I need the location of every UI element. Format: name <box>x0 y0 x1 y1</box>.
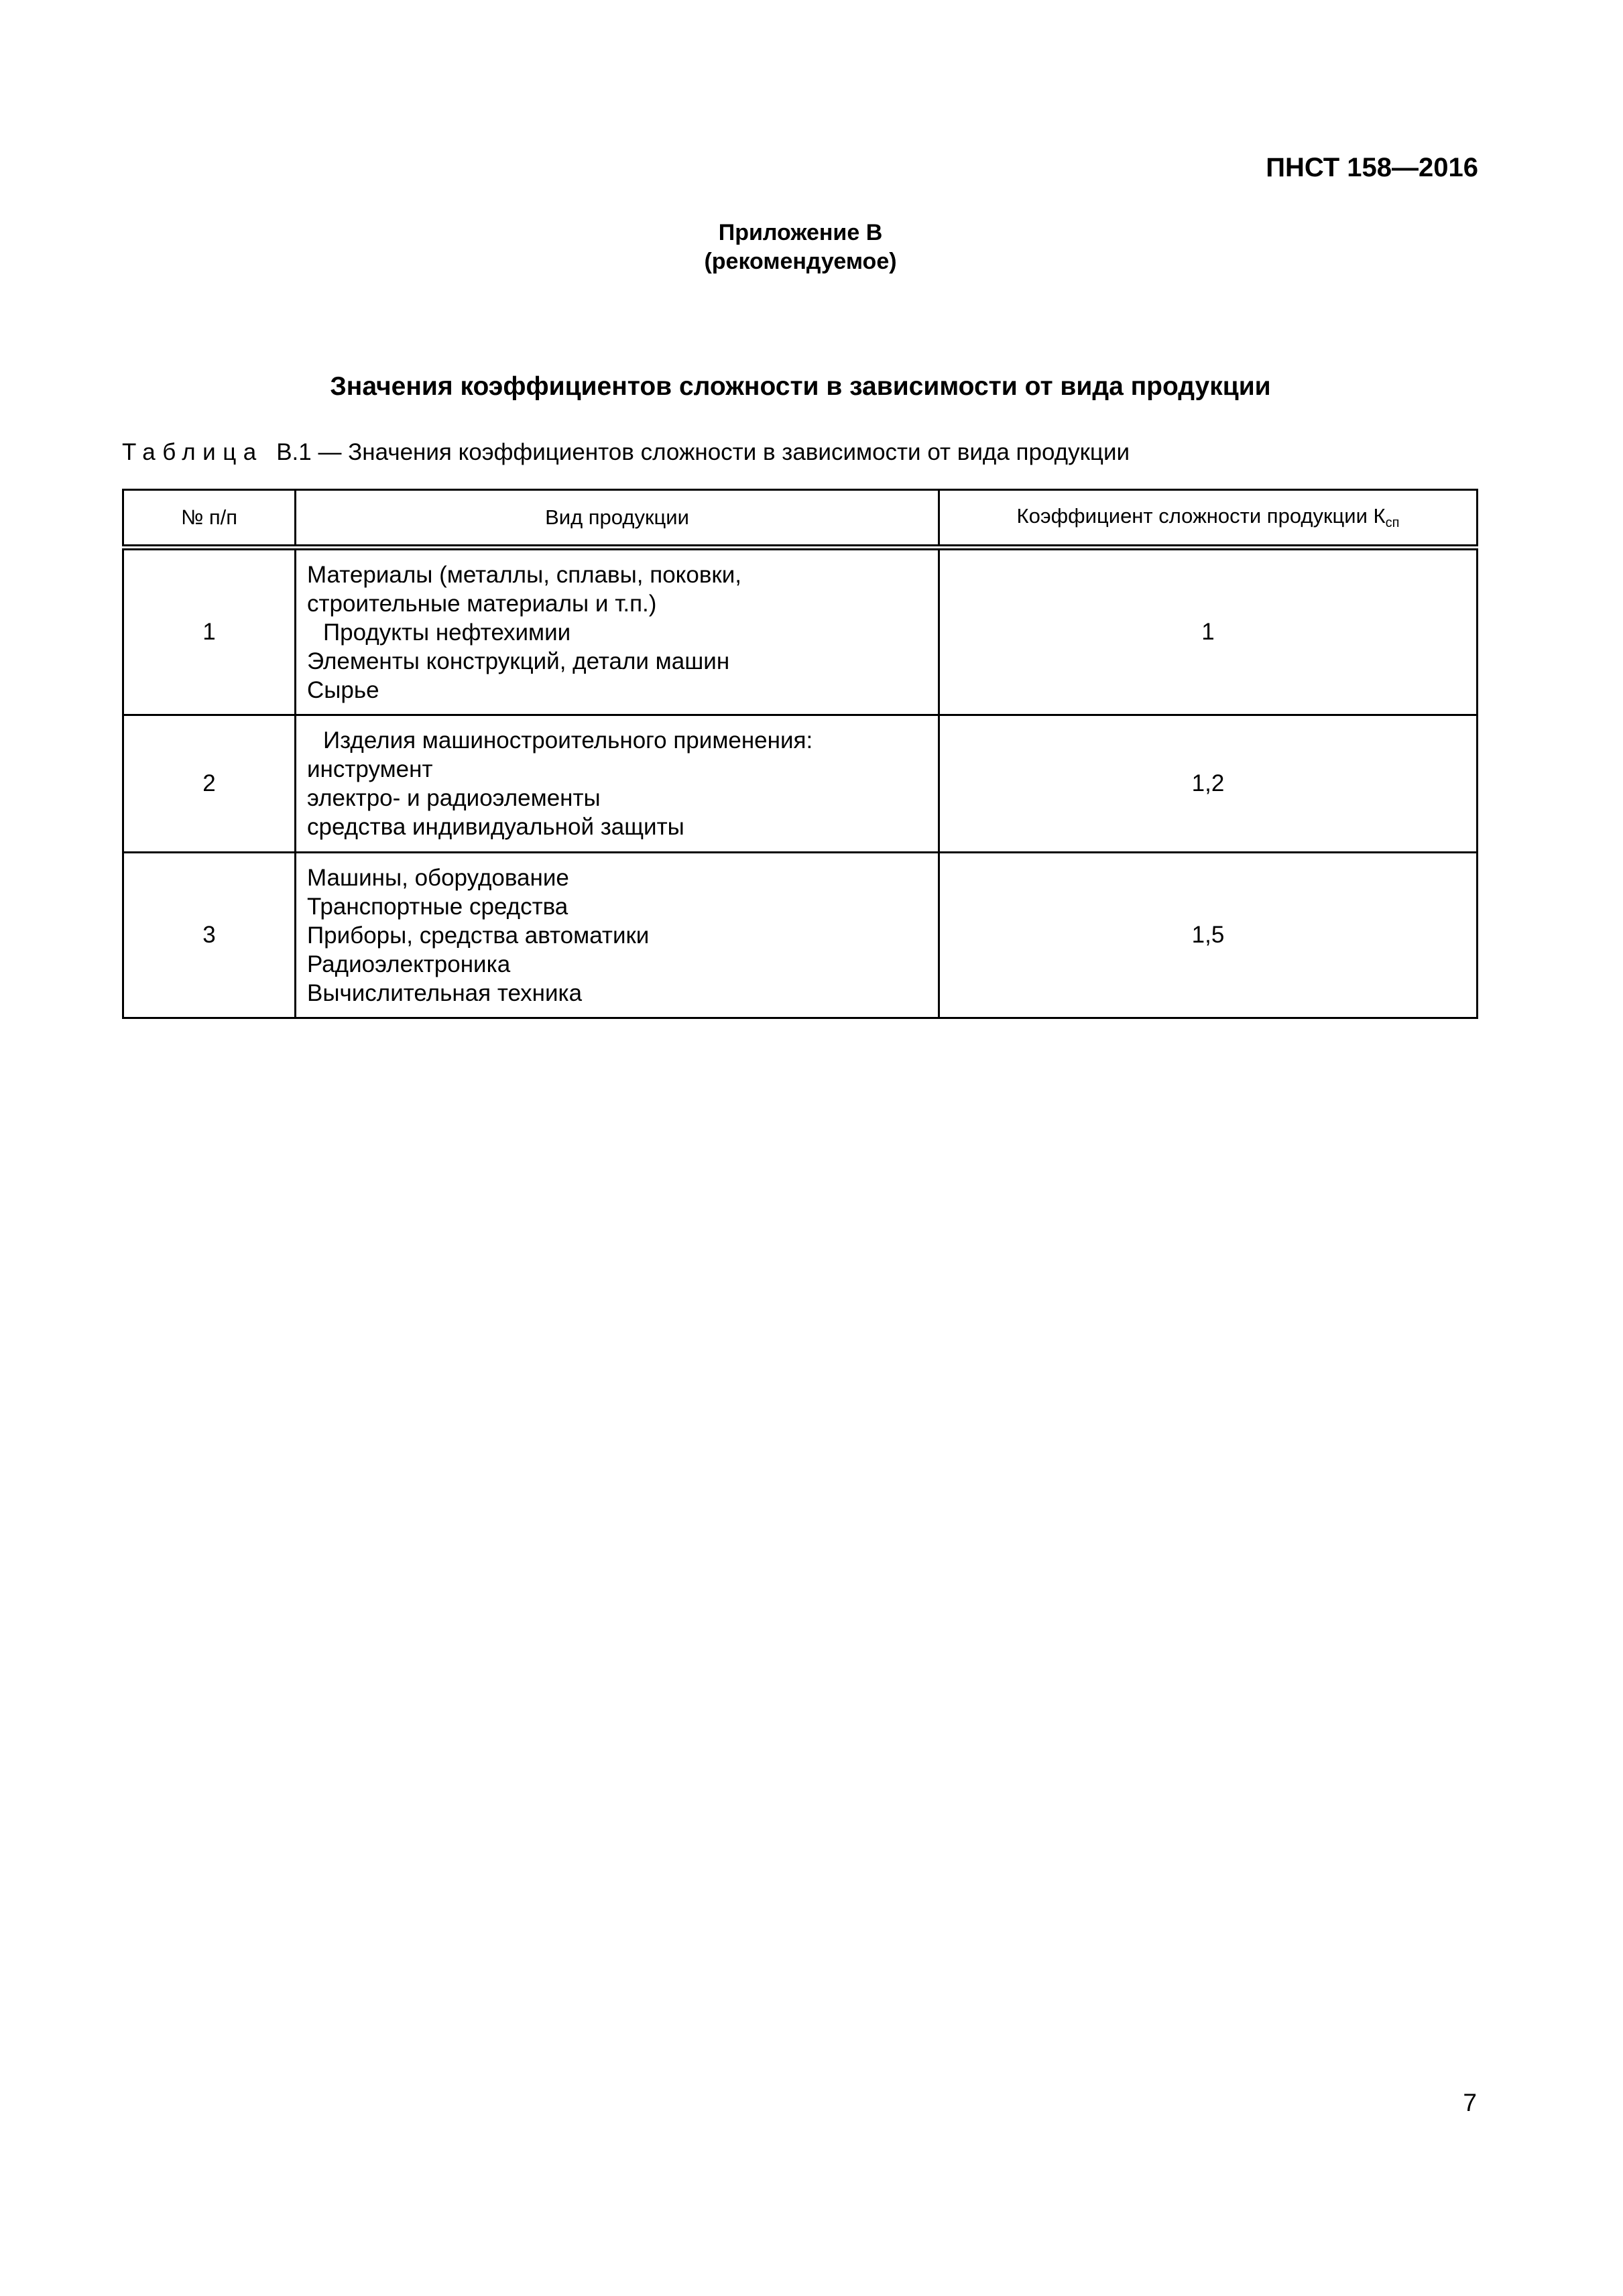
product-kind-line: средства индивидуальной защиты <box>307 814 684 840</box>
appendix-heading <box>0 219 1601 276</box>
product-kind-cell <box>296 548 939 715</box>
coefficients-table <box>122 489 1478 1019</box>
row-number: 2 <box>123 715 296 853</box>
coefficient-value: 1 <box>939 548 1478 715</box>
row-number: 1 <box>123 548 296 715</box>
product-kind-line: строительные материалы и т.п.) <box>307 590 657 617</box>
product-kind-line: Приборы, средства автоматики <box>307 922 650 949</box>
column-header-coefficient-subscript: сп <box>1385 516 1400 530</box>
product-kind-line: инструмент <box>307 756 433 782</box>
table-caption-word: Таблица <box>122 439 263 465</box>
table-row <box>123 853 1478 1018</box>
column-header-coefficient <box>939 490 1478 548</box>
product-kind-cell <box>296 853 939 1018</box>
product-kind-cell <box>296 715 939 853</box>
table-row <box>123 548 1478 715</box>
product-kind-line: Изделия машиностроительного применения: <box>323 727 813 753</box>
product-kind-line: Материалы (металлы, сплавы, поковки, <box>307 561 742 588</box>
product-kind-line: Сырье <box>307 676 379 703</box>
product-kind-line: Элементы конструкций, детали машин <box>307 648 730 674</box>
product-kind-line: электро- и радиоэлементы <box>307 785 601 811</box>
column-header-kind: Вид продукции <box>296 490 939 548</box>
document-code: ПНСТ 158—2016 <box>1266 153 1478 182</box>
coefficient-value: 1,5 <box>939 853 1478 1018</box>
product-kind-line: Вычислительная техника <box>307 979 583 1006</box>
coefficient-value: 1,2 <box>939 715 1478 853</box>
section-title: Значения коэффициентов сложности в зависимости от вида продукции <box>330 372 1271 401</box>
table-caption <box>122 438 1130 467</box>
appendix-status: (рекомендуемое) <box>704 248 897 274</box>
page-number: 7 <box>1463 2089 1477 2116</box>
product-kind-line: Продукты нефтехимии <box>323 619 571 646</box>
product-kind-line: Машины, оборудование <box>307 864 569 891</box>
column-header-number: № п/п <box>123 490 296 548</box>
product-kind-line: Радиоэлектроника <box>307 951 511 977</box>
table-caption-text: В.1 — Значения коэффициентов сложности в зависимости от вида продукции <box>276 439 1130 465</box>
row-number: 3 <box>123 853 296 1018</box>
column-header-coefficient-text: Коэффициент сложности продукции К <box>1016 504 1386 528</box>
appendix-title: Приложение В <box>718 220 883 245</box>
table-row <box>123 715 1478 853</box>
product-kind-line: Транспортные средства <box>307 893 568 920</box>
table-header-row <box>123 490 1478 548</box>
